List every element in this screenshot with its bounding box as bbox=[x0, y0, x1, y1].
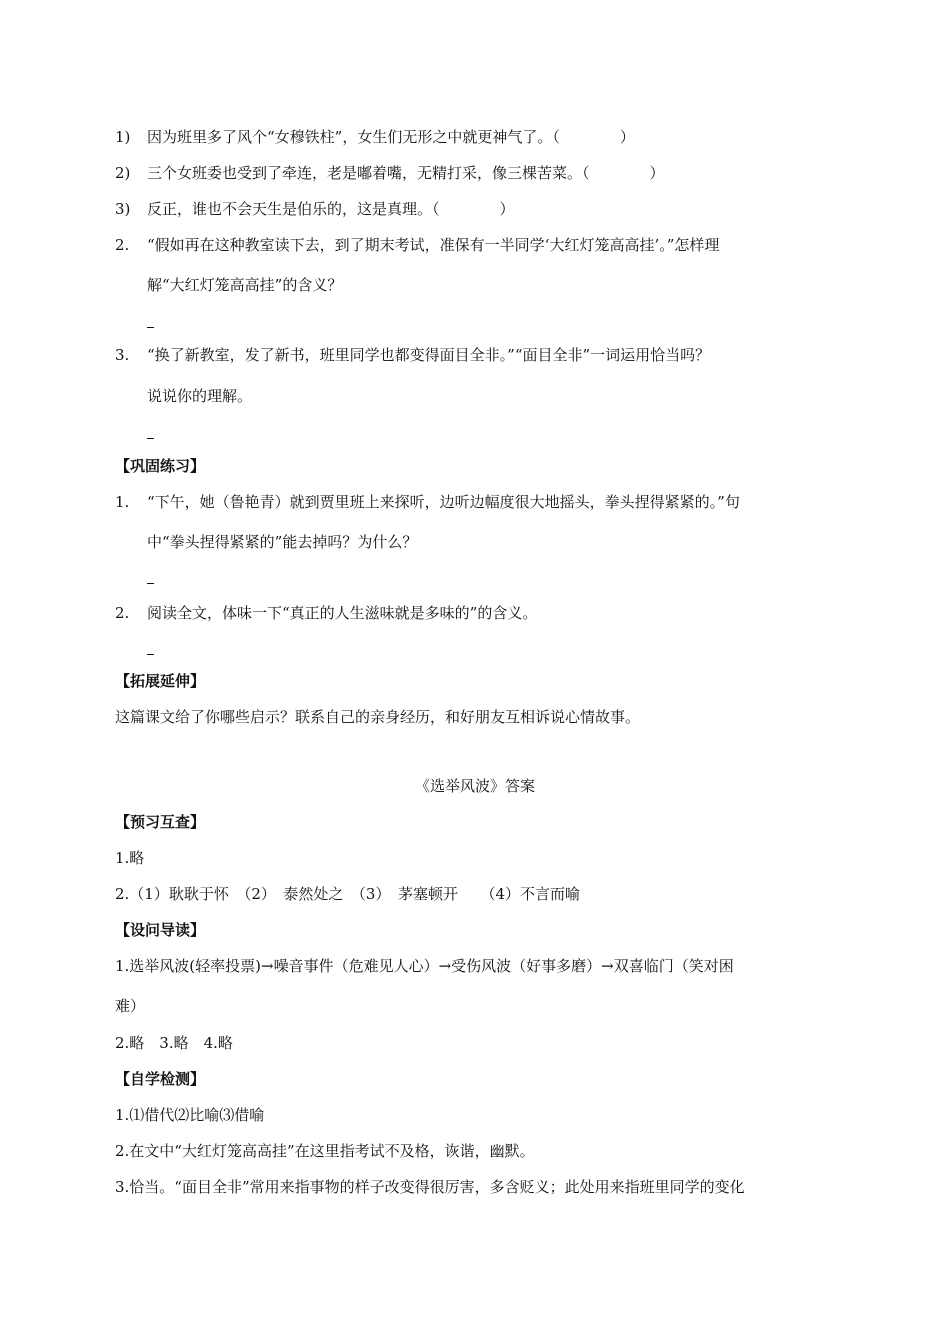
answer-blank bbox=[147, 327, 154, 328]
answer-line: 1.选举风波(轻率投票)→噪音事件（危难见人心）→受伤风波（好事多磨）→双喜临门（笑对困 bbox=[115, 957, 734, 975]
item-number: 2) bbox=[115, 164, 131, 182]
item-number: 1) bbox=[115, 128, 131, 146]
question-text: “下午，她（鲁艳青）就到贾里班上来探听，边听边幅度很大地摇头，拳头捏得紧紧的。”句 bbox=[147, 493, 740, 511]
section-heading: 【预习互查】 bbox=[115, 813, 206, 831]
question-text: 说说你的理解。 bbox=[147, 387, 253, 405]
section-heading: 【设问导读】 bbox=[115, 921, 206, 939]
answer-line: 3.恰当。“面目全非”常用来指事物的样子改变得很厉害，多含贬义；此处用来指班里同学的变化 bbox=[115, 1178, 745, 1196]
answer-line: 2.在文中“大红灯笼高高挂”在这里指考试不及格，诙谐，幽默。 bbox=[115, 1142, 535, 1160]
answer-line: 2.略 3.略 4.略 bbox=[115, 1034, 233, 1052]
answer-line: 难） bbox=[115, 997, 146, 1015]
question-text: 解“大红灯笼高高挂”的含义？ bbox=[147, 276, 343, 294]
question-text: 因为班里多了风个“女穆铁柱”，女生们无形之中就更神气了。（ ） bbox=[147, 128, 635, 146]
question-number: 2. bbox=[115, 236, 130, 254]
question-number: 1. bbox=[115, 493, 130, 511]
item-number: 3) bbox=[115, 200, 131, 218]
question-text: 三个女班委也受到了牵连，老是嘟着嘴，无精打采，像三棵苦菜。（ ） bbox=[147, 164, 665, 182]
section-heading: 【自学检测】 bbox=[115, 1070, 206, 1088]
answer-blank bbox=[147, 438, 154, 439]
answer-line: 1.⑴借代⑵比喻⑶借喻 bbox=[115, 1106, 265, 1124]
section-heading: 【巩固练习】 bbox=[115, 457, 206, 475]
section-heading: 【拓展延伸】 bbox=[115, 672, 206, 690]
question-text: 阅读全文，体味一下“真正的人生滋味就是多味的”的含义。 bbox=[147, 604, 538, 622]
answer-blank bbox=[147, 654, 154, 655]
question-number: 2. bbox=[115, 604, 130, 622]
answer-blank bbox=[147, 583, 154, 584]
question-text: “换了新教室，发了新书，班里同学也都变得面目全非。”“面目全非”一词运用恰当吗？ bbox=[147, 346, 711, 364]
extension-text: 这篇课文给了你哪些启示？联系自己的亲身经历，和好朋友互相诉说心情故事。 bbox=[115, 708, 641, 726]
question-number: 3. bbox=[115, 346, 130, 364]
question-text: 反正，谁也不会天生是伯乐的，这是真理。（ ） bbox=[147, 200, 515, 218]
answer-line: 2.（1）耿耿于怀 （2） 泰然处之 （3） 茅塞顿开 （4）不言而喻 bbox=[115, 885, 580, 903]
question-text: “假如再在这种教室读下去，到了期末考试，准保有一半同学‘大红灯笼高高挂’。”怎样理 bbox=[147, 236, 720, 254]
question-text: 中“拳头捏得紧紧的”能去掉吗？为什么？ bbox=[147, 533, 418, 551]
answer-line: 1.略 bbox=[115, 849, 145, 867]
answers-title: 《选举风波》答案 bbox=[414, 777, 535, 795]
